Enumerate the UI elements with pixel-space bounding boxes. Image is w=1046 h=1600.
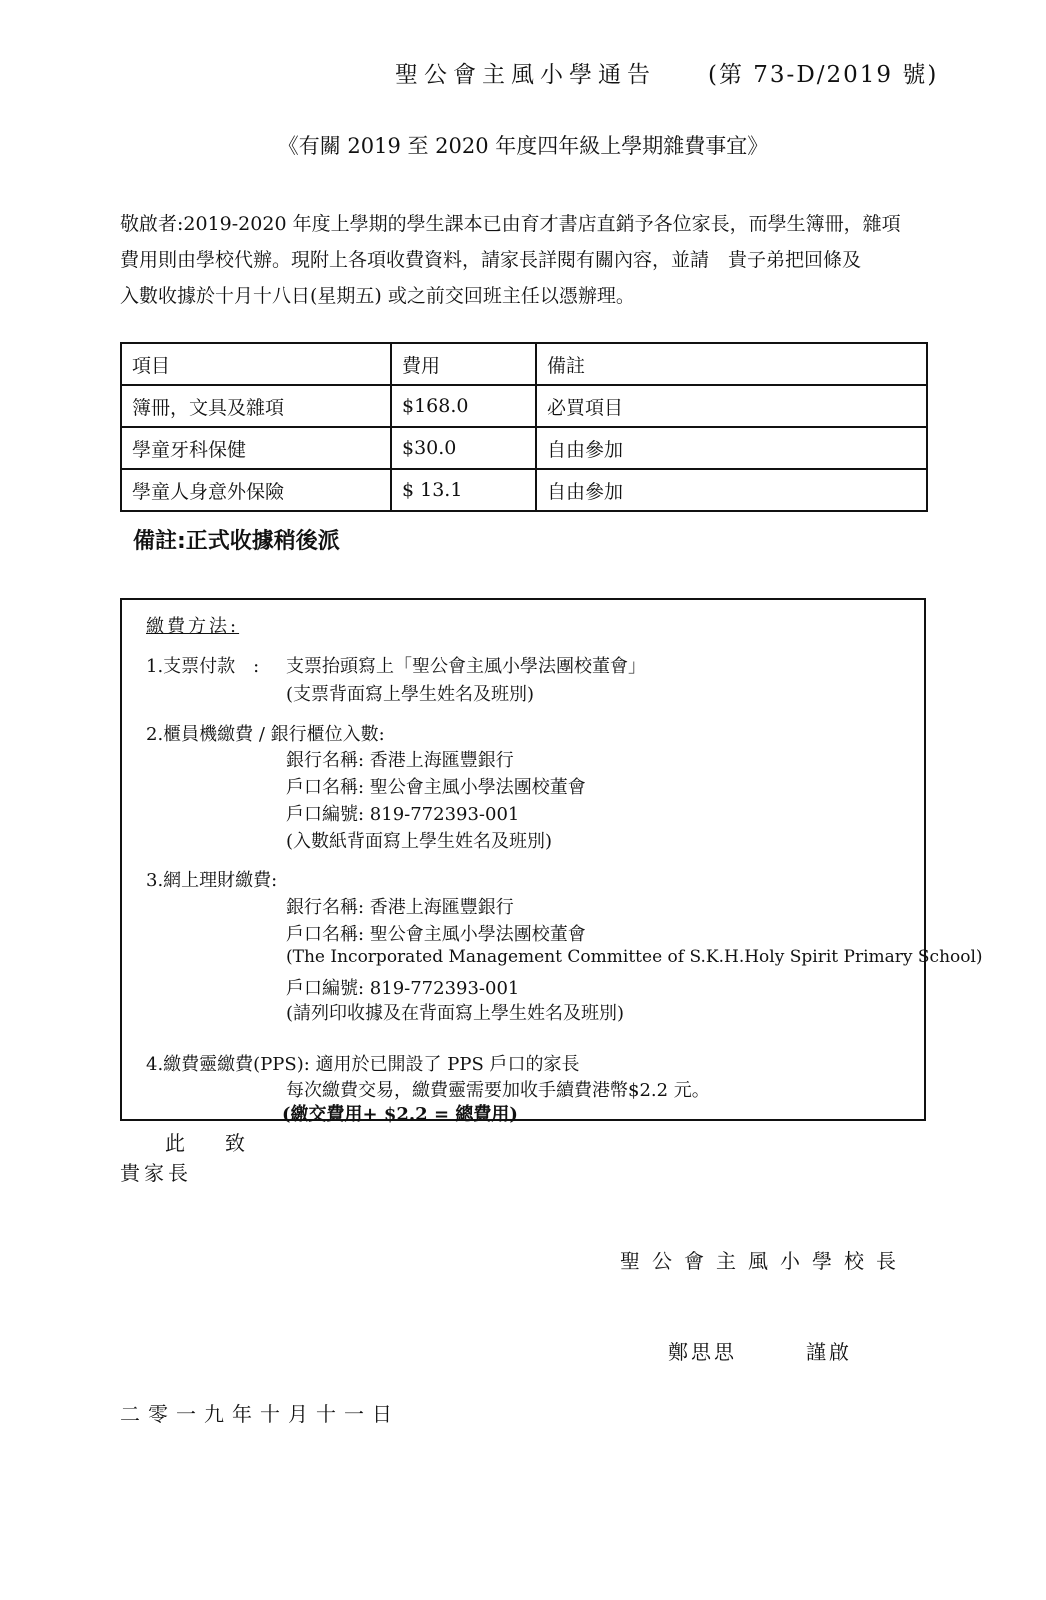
table-cell: 必買項目 bbox=[536, 385, 927, 427]
method-1-label: 1.支票付款 : bbox=[146, 656, 260, 677]
table-cell: 學童人身意外保險 bbox=[121, 469, 391, 511]
method-1-line-1: 支票抬頭寫上「聖公會主風小學法團校董會」 bbox=[286, 656, 646, 677]
method-2-bank: 銀行名稱: 香港上海匯豐銀行 bbox=[286, 750, 514, 771]
method-1-line-2: (支票背面寫上學生姓名及班別) bbox=[286, 684, 535, 705]
table-cell: 學童牙科保健 bbox=[121, 427, 391, 469]
table-row bbox=[121, 469, 927, 511]
method-4-line-1: 每次繳費交易，繳費靈需要加收手續費港幣$2.2 元。 bbox=[286, 1080, 710, 1101]
method-3-bank: 銀行名稱: 香港上海匯豐銀行 bbox=[286, 897, 514, 918]
table-header-row bbox=[121, 343, 927, 385]
salutation-line-1: 此 致 bbox=[165, 1131, 245, 1155]
header-remark: 備註 bbox=[536, 343, 927, 385]
header-fee: 費用 bbox=[391, 343, 536, 385]
signer-title: 聖公會主風小學校長 bbox=[620, 1249, 908, 1273]
table-cell: $ 13.1 bbox=[391, 469, 536, 511]
table-row bbox=[121, 385, 927, 427]
intro-line-1: 敬啟者:2019-2020 年度上學期的學生課本已由育才書店直銷予各位家長，而學生簿冊，雜項 bbox=[120, 213, 901, 235]
payment-title: 繳費方法: bbox=[146, 616, 240, 637]
table-cell: 簿冊，文具及雜項 bbox=[121, 385, 391, 427]
receipt-note: 備註:正式收據稍後派 bbox=[133, 529, 340, 554]
intro-paragraph bbox=[120, 206, 980, 314]
method-2-account-no: 戶口編號: 819-772393-001 bbox=[286, 804, 520, 825]
method-3-account-english: (The Incorporated Management Committee of S.K.H.Holy Spirit Primary School) bbox=[286, 947, 983, 967]
table-cell: 自由參加 bbox=[536, 469, 927, 511]
method-3-account-no: 戶口編號: 819-772393-001 bbox=[286, 978, 520, 999]
table-cell: $30.0 bbox=[391, 427, 536, 469]
notice-date: 二零一九年十月十一日 bbox=[120, 1402, 400, 1426]
intro-line-2: 費用則由學校代辦。現附上各項收費資料，請家長詳閱有關內容，並請 貴子弟把回條及 bbox=[120, 249, 862, 271]
notice-subtitle: 《有關 2019 至 2020 年度四年級上學期雜費事宜》 bbox=[277, 134, 769, 158]
table-cell: 自由參加 bbox=[536, 427, 927, 469]
fee-table bbox=[120, 342, 928, 512]
table-cell: $168.0 bbox=[391, 385, 536, 427]
notice-title: 聖公會主風小學通告 bbox=[395, 62, 656, 88]
method-4-line-2: (繳交費用+ $2.2 = 總費用) bbox=[282, 1104, 518, 1125]
method-3-label: 3.網上理財繳費: bbox=[146, 870, 278, 891]
method-3-account-name: 戶口名稱: 聖公會主風小學法團校董會 bbox=[286, 924, 586, 945]
header-item: 項目 bbox=[121, 343, 391, 385]
intro-line-3: 入數收據於十月十八日(星期五) 或之前交回班主任以憑辦理。 bbox=[120, 285, 635, 307]
method-2-label: 2.櫃員機繳費 / 銀行櫃位入數: bbox=[146, 724, 385, 745]
method-2-account-name: 戶口名稱: 聖公會主風小學法團校董會 bbox=[286, 777, 586, 798]
signer-name: 鄭思思 謹啟 bbox=[668, 1340, 852, 1364]
salutation-line-2: 貴家長 bbox=[120, 1161, 192, 1185]
method-2-note: (入數紙背面寫上學生姓名及班別) bbox=[286, 831, 553, 852]
payment-methods-box bbox=[120, 598, 983, 1125]
notice-number: (第 73-D/2019 號) bbox=[708, 62, 939, 88]
method-3-note: (請列印收據及在背面寫上學生姓名及班別) bbox=[286, 1003, 625, 1024]
table-row bbox=[121, 427, 927, 469]
method-4-label: 4.繳費靈繳費(PPS): 適用於已開設了 PPS 戶口的家長 bbox=[146, 1054, 580, 1075]
